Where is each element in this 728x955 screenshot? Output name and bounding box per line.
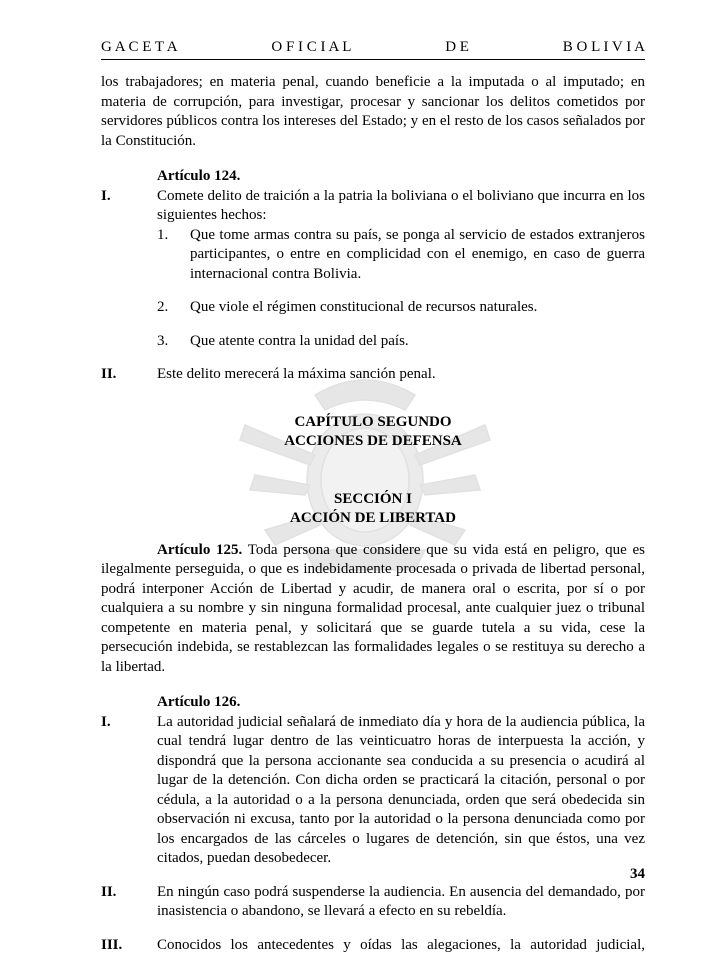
article-126-clause-III-text: Conocidos los antecedentes y oídas las alegaciones, la autoridad judicial,: [157, 936, 645, 955]
header-word-1: G A C E T A: [101, 39, 178, 56]
list-item: [157, 298, 645, 318]
article-126-clause-I-number: I.: [101, 713, 157, 869]
list-item-text: Que atente contra la unidad del país.: [190, 332, 645, 352]
article-126-clause-I-text: La autoridad judicial señalará de inmediato día y hora de la audiencia pública, la cual tendrá lugar dentro de las veinticuatro horas de interpuesta la acción, y dispondrá que la persona accionante sea conducida a su presencia o acudirá al lugar de la detención. Con dicha orden se practicará la citación, personal o por cédula, a la autoridad o a la persona denunciada, orden que será obedecida sin observación ni excusa, tanto por la autoridad o la persona denunciada como por los encargados de las cárceles o lugares de detención, sin que éstos, una vez citados, puedan desobedecer.: [157, 713, 645, 869]
article-124-clause-II-text: Este delito merecerá la máxima sanción penal.: [157, 365, 645, 385]
article-126-clause-III-number: III.: [101, 936, 157, 955]
header-rule: [101, 59, 645, 60]
list-item-text: Que tome armas contra su país, se ponga al servicio de estados extranjeros participantes, o entre en complicidad con el enemigo, en caso de guerra internacional contra Bolivia.: [190, 226, 645, 285]
article-124-title: Artículo 124.: [101, 167, 645, 187]
article-125-paragraph: [101, 541, 645, 678]
header-word-2: O F I C I A L: [271, 39, 351, 56]
header-word-4: B O L I V I A: [563, 39, 645, 56]
gazette-header: [101, 39, 645, 56]
list-item-number: 2.: [157, 298, 190, 318]
list-item-number: 1.: [157, 226, 190, 285]
list-item: [157, 226, 645, 285]
article-126-clause-II-text: En ningún caso podrá suspenderse la audiencia. En ausencia del demandado, por inasistencia o abandono, se llevará a efecto en su rebeldía.: [157, 883, 645, 922]
section-heading-line1: SECCIÓN I: [101, 490, 645, 510]
page-number: 34: [600, 866, 645, 883]
list-item-text: Que viole el régimen constitucional de recursos naturales.: [190, 298, 645, 318]
article-125-title: Artículo 125.: [157, 542, 242, 558]
article-124-clause-I-text: Comete delito de traición a la patria la boliviana o el boliviano que incurra en los siguientes hechos:: [157, 187, 645, 226]
article-125-text: Toda persona que considere que su vida está en peligro, que es ilegalmente perseguida, o que es indebidamente procesada o privada de libertad personal, podrá interponer Acción de Libertad y acudir, de manera oral o escrita, por sí o por cualquiera a su nombre y sin ninguna formalidad procesal, ante cualquier juez o tribunal competente en materia penal, y solicitará que se guarde tutela a su vida, cese la persecución indebida, se restablezcan las formalidades legales o se restituya su derecho a la libertad.: [101, 542, 645, 675]
article-126-title: Artículo 126.: [101, 693, 645, 713]
intro-paragraph: los trabajadores; en materia penal, cuando beneficie a la imputada o al imputado; en materia de corrupción, para investigar, procesar y sancionar los delitos cometidos por servidores públicos contra los intereses del Estado; y en el resto de los casos señalados por la Constitución.: [101, 73, 645, 151]
chapter-heading-line2: ACCIONES DE DEFENSA: [101, 432, 645, 452]
page-body: [101, 73, 645, 955]
section-heading-line2: ACCIÓN DE LIBERTAD: [101, 509, 645, 529]
article-124-clause-II-number: II.: [101, 365, 157, 385]
header-word-3: D E: [445, 39, 469, 56]
article-126-clause-II-number: II.: [101, 883, 157, 922]
list-item: [157, 332, 645, 352]
article-124-clause-I-number: I.: [101, 187, 157, 352]
list-item-number: 3.: [157, 332, 190, 352]
chapter-heading-line1: CAPÍTULO SEGUNDO: [101, 413, 645, 433]
